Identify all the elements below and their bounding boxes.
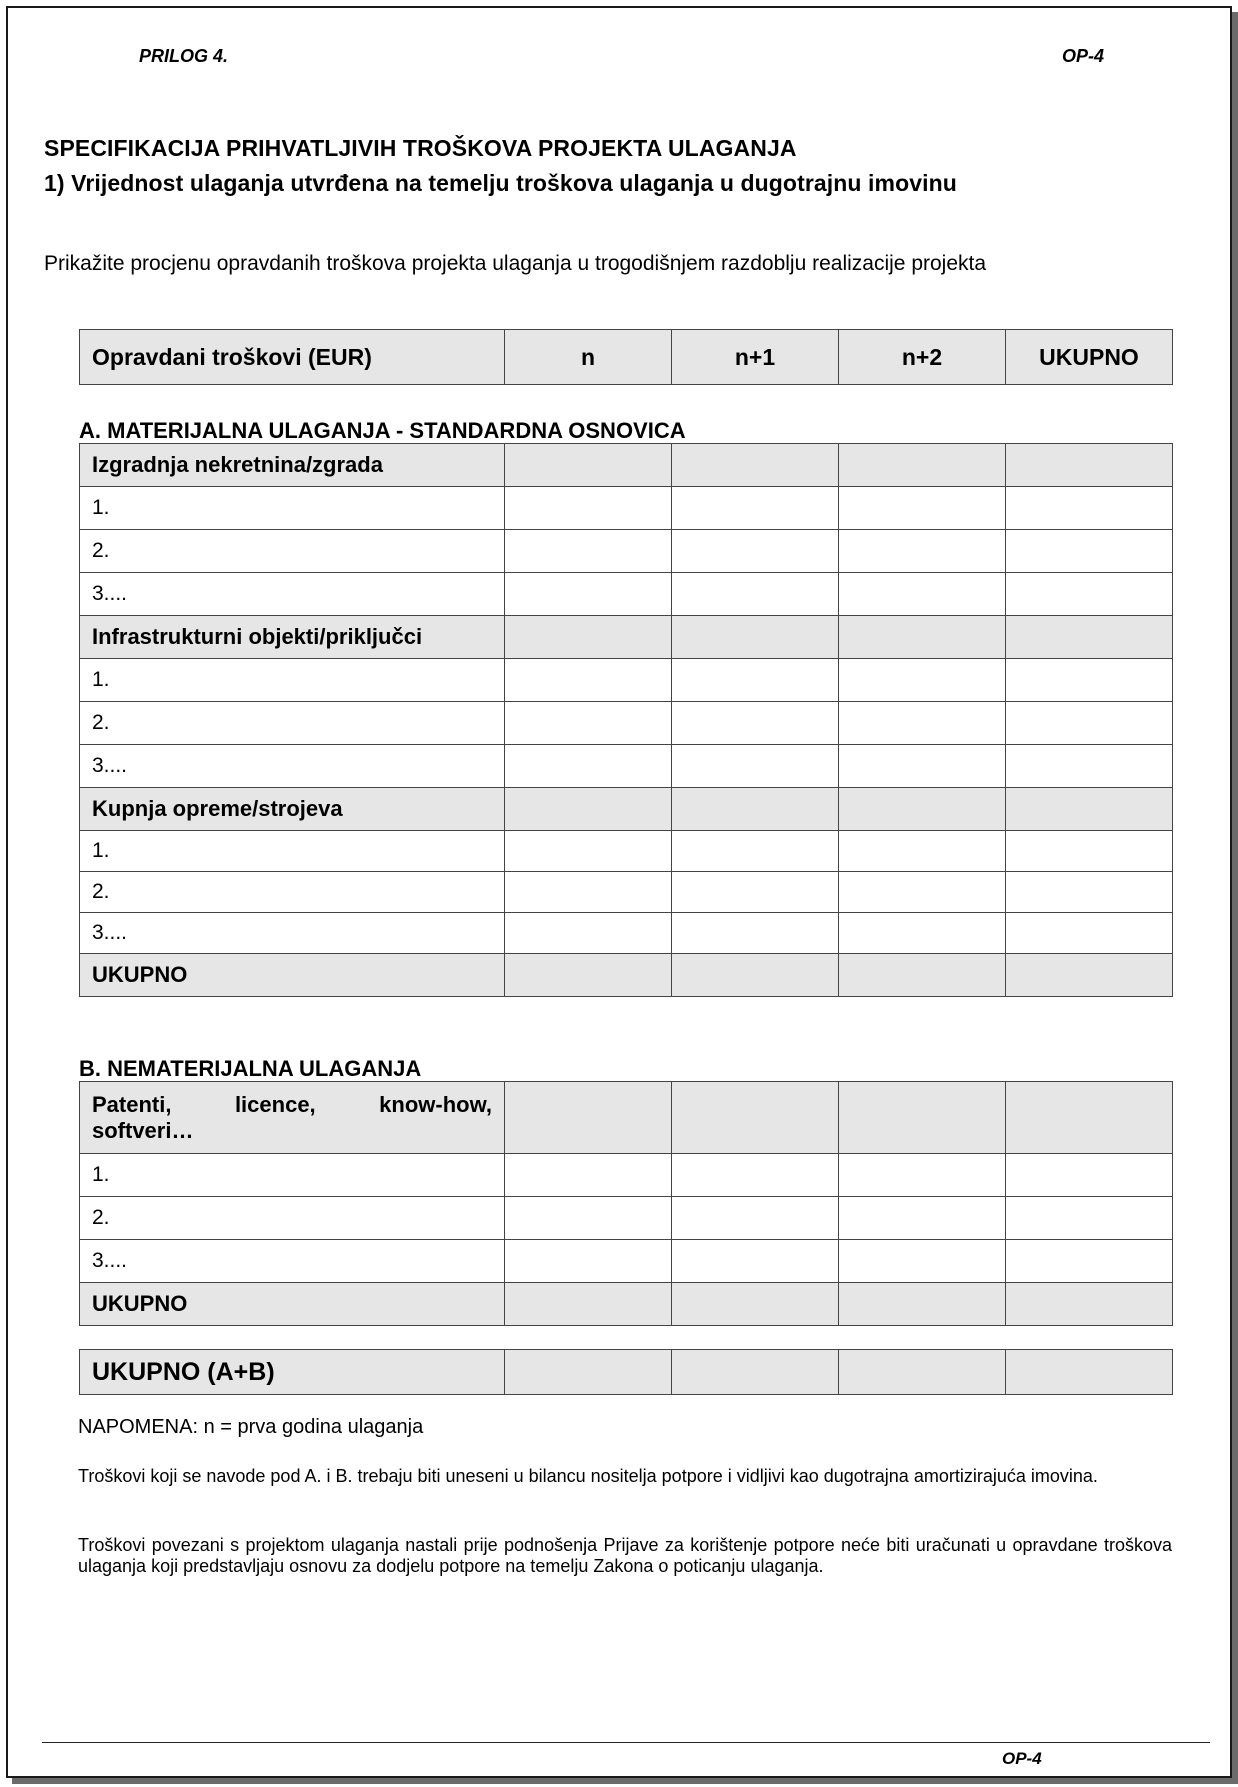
table-row (80, 487, 1173, 530)
section-a-table (79, 443, 1173, 997)
value-cell[interactable] (505, 1082, 672, 1154)
group-heading (80, 1082, 505, 1154)
value-cell[interactable] (672, 573, 839, 616)
value-cell[interactable] (1006, 1082, 1173, 1154)
group-heading-row (80, 444, 1173, 487)
value-cell[interactable] (1006, 872, 1173, 913)
section-total-row (80, 954, 1173, 997)
form-code: OP-4 (1062, 46, 1105, 66)
table-row (80, 1240, 1173, 1283)
col-header-n2: n+2 (839, 330, 1006, 385)
value-cell[interactable] (505, 530, 672, 573)
row-number: 2. (80, 702, 505, 745)
note-label: NAPOMENA: n = prva godina ulaganja (78, 1416, 424, 1438)
value-cell[interactable] (672, 913, 839, 954)
section-b-table (79, 1081, 1173, 1326)
value-cell[interactable] (839, 573, 1006, 616)
value-cell[interactable] (672, 444, 839, 487)
value-cell[interactable] (505, 1240, 672, 1283)
value-cell[interactable] (839, 444, 1006, 487)
table-row (80, 831, 1173, 872)
value-cell[interactable] (1006, 444, 1173, 487)
section-total-row (80, 1283, 1173, 1326)
value-cell[interactable] (672, 872, 839, 913)
table-header-row (80, 330, 1173, 385)
col-header-total: UKUPNO (1006, 330, 1173, 385)
value-cell[interactable] (1006, 1283, 1173, 1326)
value-cell[interactable] (505, 616, 672, 659)
col-header-n: n (505, 330, 672, 385)
note-paragraph: Troškovi povezani s projektom ulaganja nastali prije podnošenja Prijave za korištenje potpore neće biti uračunati u opravdane troškova ulaganja koji predstavljaju osnovu za dodjelu potpore na temelju Zakona o poticanju ulaganja. (78, 1535, 1172, 1576)
value-cell[interactable] (505, 913, 672, 954)
value-cell[interactable] (672, 788, 839, 831)
table-row (80, 1197, 1173, 1240)
group-heading-line: Patenti, licence, know-how, (92, 1091, 492, 1117)
value-cell[interactable] (839, 831, 1006, 872)
document-subtitle: 1) Vrijednost ulaganja utvrđena na temelju troškova ulaganja u dugotrajnu imovinu (44, 170, 957, 196)
footer-form-code: OP-4 (1002, 1749, 1042, 1768)
table-row (80, 573, 1173, 616)
row-number: 3.... (80, 745, 505, 788)
value-cell[interactable] (505, 745, 672, 788)
value-cell[interactable] (672, 1283, 839, 1326)
value-cell[interactable] (505, 954, 672, 997)
group-heading-line: softveri… (92, 1117, 194, 1143)
value-cell[interactable] (1006, 788, 1173, 831)
row-number: 1. (80, 487, 505, 530)
value-cell[interactable] (839, 1154, 1006, 1197)
value-cell[interactable] (672, 1240, 839, 1283)
value-cell[interactable] (672, 659, 839, 702)
value-cell[interactable] (1006, 487, 1173, 530)
value-cell[interactable] (839, 616, 1006, 659)
value-cell[interactable] (1006, 573, 1173, 616)
table-row (80, 659, 1173, 702)
value-cell[interactable] (505, 1154, 672, 1197)
table-row (80, 1154, 1173, 1197)
group-heading-row (80, 788, 1173, 831)
table-row (80, 702, 1173, 745)
row-number: 3.... (80, 573, 505, 616)
grand-total-table (79, 1349, 1173, 1395)
value-cell[interactable] (1006, 1197, 1173, 1240)
value-cell[interactable] (839, 487, 1006, 530)
section-b-title: B. NEMATERIJALNA ULAGANJA (79, 1056, 422, 1081)
value-cell[interactable] (672, 1350, 839, 1395)
value-cell[interactable] (839, 745, 1006, 788)
value-cell[interactable] (672, 1154, 839, 1197)
value-cell[interactable] (839, 1350, 1006, 1395)
value-cell[interactable] (672, 831, 839, 872)
value-cell[interactable] (839, 872, 1006, 913)
value-cell[interactable] (672, 702, 839, 745)
value-cell[interactable] (672, 487, 839, 530)
grand-total-row (80, 1350, 1173, 1395)
group-heading: Infrastrukturni objekti/priključci (80, 616, 505, 659)
col-header-costs: Opravdani troškovi (EUR) (80, 330, 505, 385)
row-number: 2. (80, 1197, 505, 1240)
value-cell[interactable] (505, 487, 672, 530)
row-number: 3.... (80, 913, 505, 954)
value-cell[interactable] (505, 444, 672, 487)
group-heading: Kupnja opreme/strojeva (80, 788, 505, 831)
value-cell[interactable] (505, 1350, 672, 1395)
grand-total-label: UKUPNO (A+B) (80, 1350, 505, 1395)
value-cell[interactable] (505, 872, 672, 913)
value-cell[interactable] (672, 616, 839, 659)
value-cell[interactable] (505, 659, 672, 702)
value-cell[interactable] (1006, 616, 1173, 659)
value-cell[interactable] (839, 954, 1006, 997)
value-cell[interactable] (1006, 702, 1173, 745)
value-cell[interactable] (1006, 745, 1173, 788)
value-cell[interactable] (839, 530, 1006, 573)
row-number: 2. (80, 530, 505, 573)
value-cell[interactable] (672, 745, 839, 788)
value-cell[interactable] (672, 1082, 839, 1154)
row-number: 2. (80, 872, 505, 913)
col-header-n1: n+1 (672, 330, 839, 385)
note-paragraph: Troškovi koji se navode pod A. i B. trebaju biti uneseni u bilancu nositelja potpore i vidljivi kao dugotrajna amortizirajuća imovina. (78, 1466, 1098, 1486)
row-number: 1. (80, 831, 505, 872)
value-cell[interactable] (1006, 1240, 1173, 1283)
row-number: 3.... (80, 1240, 505, 1283)
value-cell[interactable] (839, 702, 1006, 745)
value-cell[interactable] (839, 1082, 1006, 1154)
row-number: 1. (80, 1154, 505, 1197)
value-cell[interactable] (672, 954, 839, 997)
value-cell[interactable] (839, 1283, 1006, 1326)
table-row (80, 745, 1173, 788)
table-row (80, 530, 1173, 573)
value-cell[interactable] (839, 1240, 1006, 1283)
value-cell[interactable] (839, 913, 1006, 954)
value-cell[interactable] (1006, 659, 1173, 702)
value-cell[interactable] (505, 831, 672, 872)
section-total-label: UKUPNO (80, 1283, 505, 1326)
value-cell[interactable] (1006, 530, 1173, 573)
section-total-label: UKUPNO (80, 954, 505, 997)
value-cell[interactable] (1006, 1154, 1173, 1197)
value-cell[interactable] (505, 1197, 672, 1240)
group-heading-row (80, 616, 1173, 659)
value-cell[interactable] (672, 530, 839, 573)
group-heading: Izgradnja nekretnina/zgrada (80, 444, 505, 487)
group-heading-row (80, 1082, 1173, 1154)
value-cell[interactable] (505, 702, 672, 745)
footer-divider (42, 1742, 1210, 1743)
value-cell[interactable] (1006, 1350, 1173, 1395)
attachment-label: PRILOG 4. (139, 46, 229, 66)
value-cell[interactable] (839, 659, 1006, 702)
intro-text: Prikažite procjenu opravdanih troškova projekta ulaganja u trogodišnjem razdoblju realizacije projekta (44, 252, 987, 275)
document-title: SPECIFIKACIJA PRIHVATLJIVIH TROŠKOVA PROJEKTA ULAGANJA (44, 135, 797, 161)
value-cell[interactable] (505, 788, 672, 831)
header-table (79, 329, 1173, 385)
value-cell[interactable] (1006, 831, 1173, 872)
value-cell[interactable] (505, 1283, 672, 1326)
section-a-title: A. MATERIJALNA ULAGANJA - STANDARDNA OSNOVICA (79, 418, 686, 443)
table-row (80, 913, 1173, 954)
value-cell[interactable] (839, 788, 1006, 831)
value-cell[interactable] (1006, 954, 1173, 997)
value-cell[interactable] (672, 1197, 839, 1240)
value-cell[interactable] (839, 1197, 1006, 1240)
row-number: 1. (80, 659, 505, 702)
value-cell[interactable] (1006, 913, 1173, 954)
table-row (80, 872, 1173, 913)
value-cell[interactable] (505, 573, 672, 616)
